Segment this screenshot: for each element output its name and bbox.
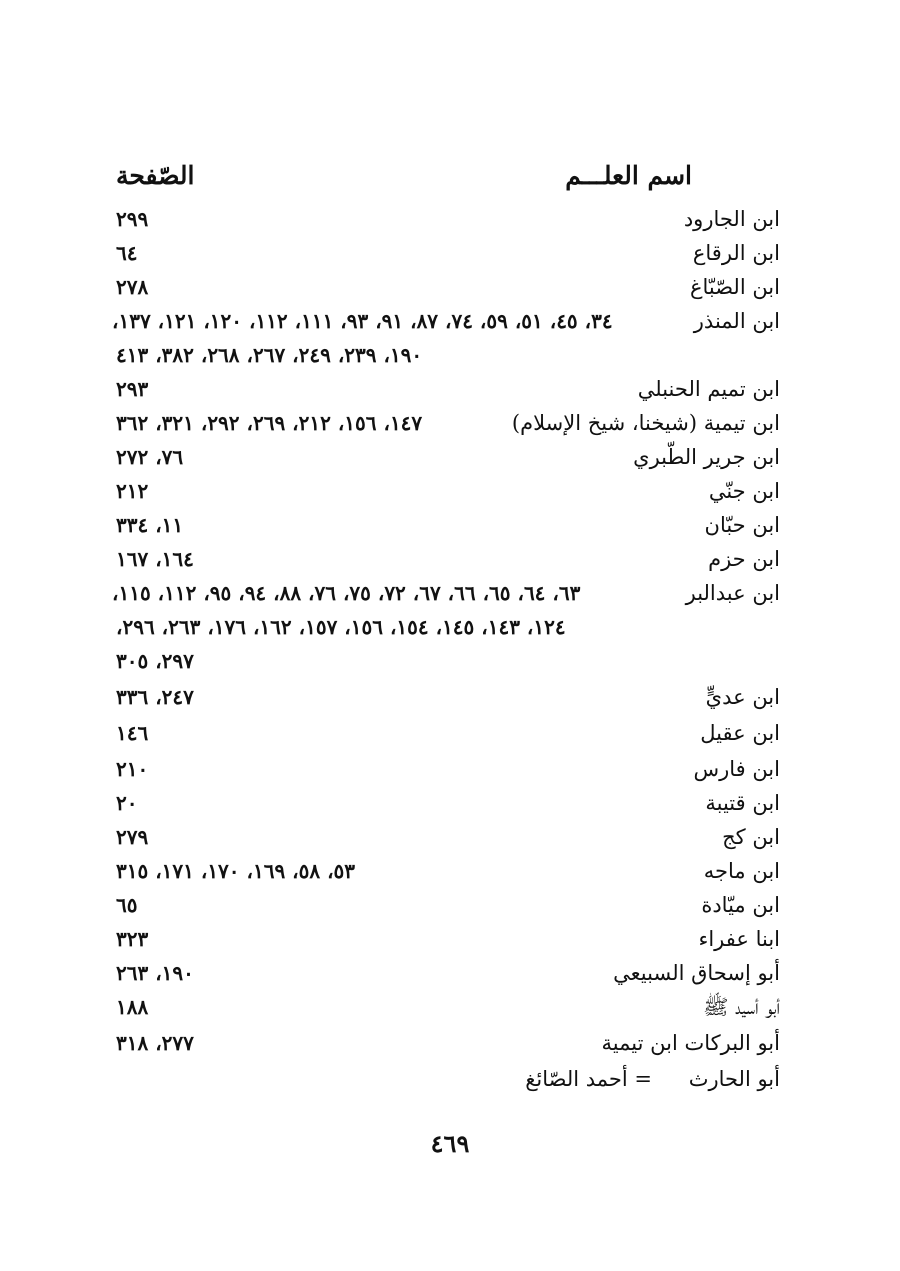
entry-pages: ١٩٠، ٢٣٩، ٢٤٩، ٢٦٧، ٢٦٨، ٣٨٢، ٤١٣	[116, 343, 423, 367]
index-entry	[112, 372, 780, 406]
index-entry	[112, 752, 780, 786]
entry-name: ابن تيمية (شيخنا، شيخ الإسلام)	[511, 411, 780, 435]
index-entry-continuation	[112, 338, 780, 372]
entry-pages: ٢٩٩	[116, 207, 149, 231]
entry-pages: ٢٧٨	[116, 275, 149, 299]
entry-name: ابن كج	[722, 825, 780, 849]
index-entry	[112, 716, 780, 750]
index-entry	[112, 576, 780, 610]
index-entry	[112, 304, 780, 338]
index-entry	[112, 854, 780, 888]
entry-name: ابن جرير الطّبري	[633, 445, 780, 469]
entry-pages: ٢١٠	[116, 757, 149, 781]
entry-pages: ٢٧٩	[116, 825, 149, 849]
index-entry	[112, 990, 780, 1024]
entry-pages: ٦٣، ٦٤، ٦٥، ٦٦، ٦٧، ٧٢، ٧٥، ٧٦، ٨٨، ٩٤، ٩٥، ١١٢، ١١٥،	[112, 581, 581, 605]
index-entry	[112, 922, 780, 956]
index-entry	[112, 508, 780, 542]
index-entry	[112, 202, 780, 236]
entry-pages: ٢٠	[116, 791, 138, 815]
entry-name: ابن حبّان	[704, 513, 780, 537]
entry-pages: ٧٦، ٢٧٢	[116, 445, 184, 469]
name-column-header: اسم العلـــم	[565, 161, 692, 190]
index-entry	[112, 406, 780, 440]
entry-name: أبو إسحاق السبيعي	[613, 961, 780, 985]
index-entry	[112, 270, 780, 304]
entry-pages: ٢١٢	[116, 479, 149, 503]
entry-pages: ١٨٨	[116, 995, 149, 1019]
entry-name: ابن ماجه	[703, 859, 780, 883]
index-entry	[112, 474, 780, 508]
entry-name: ابن عديٍّ	[705, 685, 780, 709]
entry-name: ابن عبدالبر	[685, 581, 780, 605]
page-number: ٤٦٩	[430, 1129, 470, 1158]
entry-name: ابن جنّي	[708, 479, 780, 503]
entry-pages: ١٩٠، ٢٦٣	[116, 961, 194, 985]
entry-pages: ١٦٤، ١٦٧	[116, 547, 194, 571]
entry-pages: ٣٤، ٤٥، ٥١، ٥٩، ٧٤، ٨٧، ٩١، ٩٣، ١١١، ١١٢، ١٢٠، ١٢١، ١٣٧،	[112, 309, 613, 333]
page-column-header: الصّفحة	[116, 161, 195, 190]
entry-pages: ٦٥	[116, 893, 138, 917]
entry-name: ابن الصّبّاغ	[689, 275, 780, 299]
entry-pages: ١٢٤، ١٤٣، ١٤٥، ١٥٤، ١٥٦، ١٥٧، ١٦٢، ١٧٦، ٢٦٣، ٢٩٦،	[116, 615, 566, 639]
entry-pages: ٢٩٣	[116, 377, 149, 401]
index-entry	[112, 542, 780, 576]
entry-name: ابن عقيل	[700, 721, 780, 745]
cross-reference: = أحمد الصّائغ	[525, 1067, 652, 1091]
entry-name: ابن تميم الحنبلي	[637, 377, 780, 401]
index-entry	[112, 236, 780, 270]
index-entry	[112, 440, 780, 474]
entry-name: ابن ميّادة	[701, 893, 780, 917]
index-entry	[112, 820, 780, 854]
index-entry-continuation	[112, 644, 780, 678]
entry-name: ابن الرقاع	[692, 241, 780, 265]
entry-name: ابنا عفراء	[698, 927, 780, 951]
index-entry	[112, 888, 780, 922]
index-entry	[112, 680, 780, 714]
entry-pages: ٢٩٧، ٣٠٥	[116, 649, 194, 673]
index-entry-continuation	[112, 610, 780, 644]
entry-pages: ٦٤	[116, 241, 138, 265]
index-entry	[112, 1026, 780, 1060]
entry-pages: ٢٤٧، ٣٣٦	[116, 685, 194, 709]
entry-name: ابن الجارود	[683, 207, 780, 231]
entry-name: ابن قتيبة	[705, 791, 780, 815]
entry-pages: ١١، ٣٣٤	[116, 513, 184, 537]
entry-name: أبو أسيد ﷺ	[703, 995, 780, 1019]
entry-name: أبو الحارث	[688, 1067, 780, 1091]
entry-pages: ٥٣، ٥٨، ١٦٩، ١٧٠، ١٧١، ٣١٥	[116, 859, 356, 883]
index-entry	[112, 1062, 780, 1096]
index-entry	[112, 956, 780, 990]
entry-pages: ٢٧٧، ٣١٨	[116, 1031, 194, 1055]
entry-pages: ٣٢٣	[116, 927, 149, 951]
entry-name: ابن المنذر	[693, 309, 780, 333]
entry-name: أبو البركات ابن تيمية	[601, 1031, 780, 1055]
entry-name: ابن فارس	[693, 757, 780, 781]
entry-pages: ١٤٧، ١٥٦، ٢١٢، ٢٦٩، ٢٩٢، ٣٢١، ٣٦٢	[116, 411, 423, 435]
entry-pages: ١٤٦	[116, 721, 149, 745]
index-entry	[112, 786, 780, 820]
entry-name: ابن حزم	[708, 547, 780, 571]
